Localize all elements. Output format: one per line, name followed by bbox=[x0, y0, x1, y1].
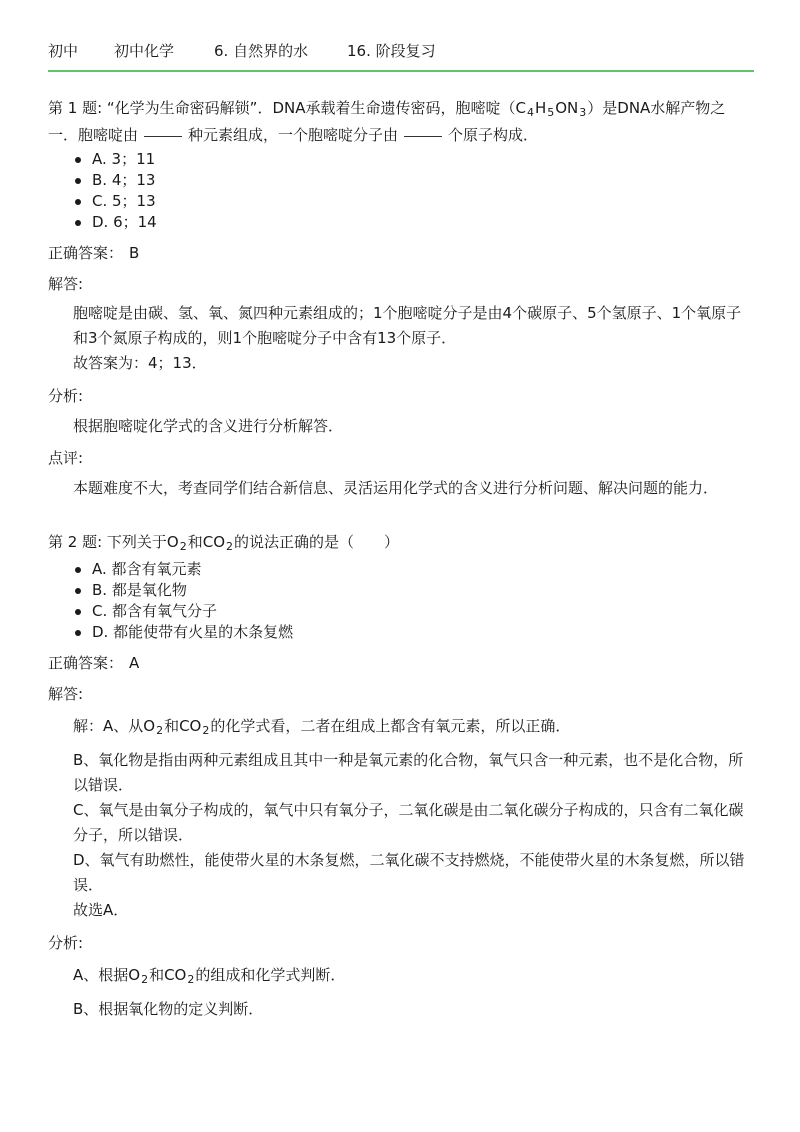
solution-label: 解答: bbox=[48, 275, 84, 293]
question-2-options bbox=[48, 559, 754, 643]
option-b[interactable]: B. 都是氧化物 bbox=[48, 580, 754, 601]
analysis-text: 根据胞嘧啶化学式的含义进行分析解答． bbox=[73, 417, 344, 435]
header-divider bbox=[48, 70, 754, 72]
question-1 bbox=[48, 97, 754, 501]
answer-blank bbox=[144, 136, 182, 137]
option-a[interactable]: A. 都含有氧元素 bbox=[48, 559, 754, 580]
option-a[interactable]: A. 3；11 bbox=[48, 149, 754, 170]
question-1-options bbox=[48, 149, 754, 233]
analysis-a: A、根据$O_2$和$CO_2$的组成和化学式判断． bbox=[73, 966, 346, 986]
breadcrumb-section[interactable]: 16. 阶段复习 bbox=[347, 42, 436, 60]
analysis-label: 分析: bbox=[48, 387, 84, 405]
option-b[interactable]: B. 4；13 bbox=[48, 170, 754, 191]
breadcrumb-subject[interactable]: 初中化学 bbox=[114, 42, 175, 60]
option-d[interactable]: D. 6；14 bbox=[48, 212, 754, 233]
correct-answer: 正确答案： A bbox=[48, 654, 140, 672]
option-d[interactable]: D. 都能使带有火星的木条复燃 bbox=[48, 622, 754, 643]
option-c[interactable]: C. 都含有氧气分子 bbox=[48, 601, 754, 622]
comment-label: 点评: bbox=[48, 449, 84, 467]
comment-text: 本题难度不大，考查同学们结合新信息、灵活运用化学式的含义进行分析问题、解决问题的能力． bbox=[73, 479, 719, 497]
solution-d: D、氧气有助燃性，能使带火星的木条复燃，二氧化碳不支持燃烧，不能使带火星的木条复燃，所以错误． bbox=[73, 851, 745, 894]
solution-b: B、氧化物是指由两种元素组成且其中一种是氧元素的化合物，氧气只含一种元素，也不是化合物，所以错误． bbox=[73, 751, 744, 794]
question-2 bbox=[48, 531, 754, 1022]
answer-blank bbox=[404, 136, 442, 137]
breadcrumb-chapter[interactable]: 6. 自然界的水 bbox=[214, 42, 309, 60]
solution-conclusion: 故答案为：4；13． bbox=[73, 354, 207, 372]
analysis-b: B、根据氧化物的定义判断． bbox=[73, 1000, 264, 1018]
correct-answer: 正确答案： B bbox=[48, 244, 140, 262]
solution-a: 解：A、从$O_2$和$CO_2$的化学式看，二者在组成上都含有氧元素，所以正确． bbox=[73, 717, 571, 737]
solution-text: 胞嘧啶是由碳、氢、氧、氮四种元素组成的；1个胞嘧啶分子是由4个碳原子、5个氢原子、1个氧原子和3个氮原子构成的，则1个胞嘧啶分子中含有13个原子． bbox=[73, 304, 742, 347]
question-list bbox=[48, 97, 754, 1022]
solution-label: 解答: bbox=[48, 685, 84, 703]
question-2-stem: 第 2 题: 下列关于$O_2$和$CO_2$的说法正确的是（ ） bbox=[48, 533, 400, 553]
solution-c: C、氧气是由氧分子构成的，氧气中只有氧分子，二氧化碳是由二氧化碳分子构成的，只含有二氧化碳分子，所以错误． bbox=[73, 801, 744, 844]
option-c[interactable]: C. 5；13 bbox=[48, 191, 754, 212]
solution-conclusion: 故选A． bbox=[73, 901, 129, 919]
analysis-label: 分析: bbox=[48, 934, 84, 952]
breadcrumb-level[interactable]: 初中 bbox=[48, 42, 79, 60]
question-1-stem: 第 1 题: “化学为生命密码解锁”．DNA承载着生命遗传密码，胞嘧啶$(C_4H_5ON_3)$是DNA水解产物之一．胞嘧啶由 种元素组成，一个胞嘧啶分子由 个原子构成． bbox=[48, 99, 726, 144]
